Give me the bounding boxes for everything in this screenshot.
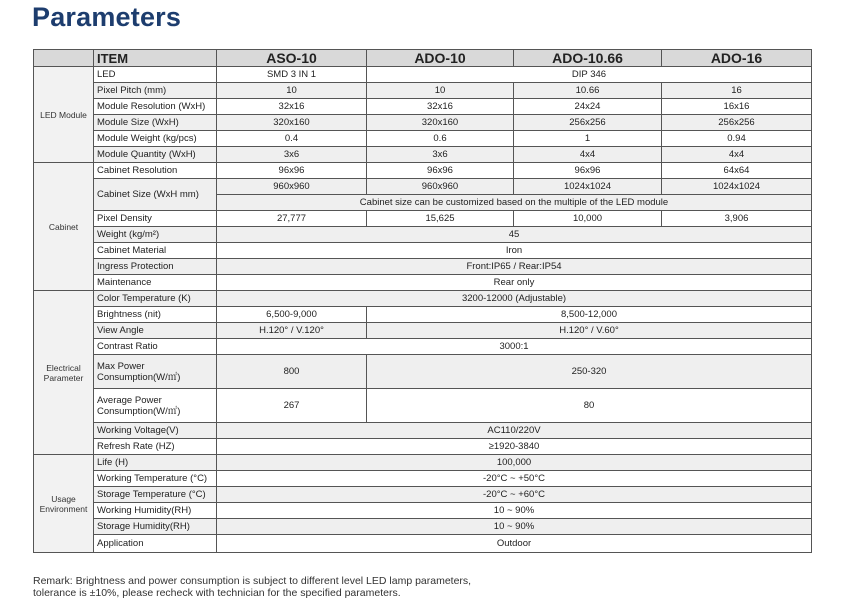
cell-value: 27,777 (217, 211, 367, 227)
cell-value: 3200-12000 (Adjustable) (217, 291, 812, 307)
table-row (34, 535, 812, 553)
cell-value: 32x16 (217, 99, 367, 115)
row-label: Cabinet Resolution (94, 163, 217, 179)
table-row (34, 471, 812, 487)
cell-value: 3x6 (367, 147, 514, 163)
cell-value: 45 (217, 227, 812, 243)
header-row (34, 50, 812, 67)
category-electrical: Electrical Parameter (34, 291, 94, 455)
cell-value: 320x160 (367, 115, 514, 131)
cell-value: 0.4 (217, 131, 367, 147)
row-label: Working Humidity(RH) (94, 503, 217, 519)
cell-value: 32x16 (367, 99, 514, 115)
row-label: Contrast Ratio (94, 339, 217, 355)
cell-value: 1024x1024 (514, 179, 662, 195)
cell-value: 0.94 (662, 131, 812, 147)
table-row (34, 339, 812, 355)
row-label: Pixel Density (94, 211, 217, 227)
row-label: Average Power Consumption(W/㎡) (94, 389, 217, 423)
cell-value: 267 (217, 389, 367, 423)
page-title: Parameters (32, 2, 182, 32)
header-model: ADO-10 (367, 50, 514, 67)
table-row (34, 259, 812, 275)
cell-value: -20°C ~ +60°C (217, 487, 812, 503)
row-label: Refresh Rate (HZ) (94, 439, 217, 455)
table-row (34, 455, 812, 471)
row-label: Working Voltage(V) (94, 423, 217, 439)
row-label: Storage Temperature (°C) (94, 487, 217, 503)
cell-value: Front:IP65 / Rear:IP54 (217, 259, 812, 275)
row-label: Color Temperature (K) (94, 291, 217, 307)
parameters-table (33, 49, 812, 553)
table-row (34, 99, 812, 115)
table-row (34, 291, 812, 307)
row-label: Working Temperature (°C) (94, 471, 217, 487)
cell-value: 80 (367, 389, 812, 423)
table-row (34, 147, 812, 163)
cell-value: ≥1920-3840 (217, 439, 812, 455)
table-row (34, 439, 812, 455)
row-label: Module Size (WxH) (94, 115, 217, 131)
header-model: ASO-10 (217, 50, 367, 67)
cell-value: 4x4 (514, 147, 662, 163)
cell-value: 10 ~ 90% (217, 503, 812, 519)
remark-note (33, 575, 471, 599)
cell-value: 800 (217, 355, 367, 389)
row-label: View Angle (94, 323, 217, 339)
table-row (34, 243, 812, 259)
row-label: Brightness (nit) (94, 307, 217, 323)
cell-value: SMD 3 IN 1 (217, 67, 367, 83)
table-row (34, 115, 812, 131)
row-label: Storage Humidity(RH) (94, 519, 217, 535)
cell-value: 16 (662, 83, 812, 99)
cabinet-size-note: Cabinet size can be customized based on the multiple of the LED module (217, 195, 812, 211)
table-row (34, 487, 812, 503)
header-corner (34, 50, 94, 67)
remark-line: tolerance is ±10%, please recheck with technician for the specified parameters. (33, 587, 401, 599)
row-label: Maintenance (94, 275, 217, 291)
table-row (34, 323, 812, 339)
cell-value: 10.66 (514, 83, 662, 99)
header-model: ADO-16 (662, 50, 812, 67)
cell-value: 64x64 (662, 163, 812, 179)
cell-value: Outdoor (217, 535, 812, 553)
cell-value: 6,500-9,000 (217, 307, 367, 323)
table-row (34, 275, 812, 291)
row-label: Weight (kg/m²) (94, 227, 217, 243)
cell-value: 96x96 (514, 163, 662, 179)
cell-value: 256x256 (514, 115, 662, 131)
table-row (34, 163, 812, 179)
remark-line: Remark: Brightness and power consumption is subject to different level LED lamp parameters, (33, 575, 472, 587)
row-label: LED (94, 67, 217, 83)
cell-value: Rear only (217, 275, 812, 291)
row-label: Application (94, 535, 217, 553)
row-label: Module Quantity (WxH) (94, 147, 217, 163)
row-label: Module Weight (kg/pcs) (94, 131, 217, 147)
header-item: ITEM (94, 50, 217, 67)
cell-value: 960x960 (367, 179, 514, 195)
cell-value: 16x16 (662, 99, 812, 115)
cell-value: 100,000 (217, 455, 812, 471)
cell-value: 1024x1024 (662, 179, 812, 195)
cell-value: 10 (367, 83, 514, 99)
row-label: Max Power Consumption(W/㎡) (94, 355, 217, 389)
row-label: Module Resolution (WxH) (94, 99, 217, 115)
cell-value: 4x4 (662, 147, 812, 163)
cell-value: -20°C ~ +50°C (217, 471, 812, 487)
table-row (34, 503, 812, 519)
table-row (34, 67, 812, 83)
cell-value: H.120° / V.60° (367, 323, 812, 339)
cell-value: 8,500-12,000 (367, 307, 812, 323)
row-label: Life (H) (94, 455, 217, 471)
cell-value: 96x96 (217, 163, 367, 179)
row-label: Pixel Pitch (mm) (94, 83, 217, 99)
cell-value: Iron (217, 243, 812, 259)
header-model: ADO-10.66 (514, 50, 662, 67)
table-row (34, 211, 812, 227)
table-row (34, 389, 812, 423)
cell-value: 15,625 (367, 211, 514, 227)
category-cabinet: Cabinet (34, 163, 94, 291)
cell-value: 3000:1 (217, 339, 812, 355)
cell-value: 960x960 (217, 179, 367, 195)
cell-value: 250-320 (367, 355, 812, 389)
table-row (34, 519, 812, 535)
cell-value: 3,906 (662, 211, 812, 227)
table-row (34, 83, 812, 99)
category-led-module: LED Module (34, 67, 94, 163)
table-row (34, 307, 812, 323)
cell-value: H.120° / V.120° (217, 323, 367, 339)
cell-value: 10 (217, 83, 367, 99)
cell-value: 256x256 (662, 115, 812, 131)
cell-value: DIP 346 (367, 67, 812, 83)
row-label: Cabinet Size (WxH mm) (94, 179, 217, 211)
category-usage: Usage Environment (34, 455, 94, 553)
row-label: Cabinet Material (94, 243, 217, 259)
cell-value: 10,000 (514, 211, 662, 227)
cell-value: 320x160 (217, 115, 367, 131)
table-row (34, 131, 812, 147)
row-label: Ingress Protection (94, 259, 217, 275)
cell-value: 0.6 (367, 131, 514, 147)
cell-value: 1 (514, 131, 662, 147)
cell-value: AC110/220V (217, 423, 812, 439)
cell-value: 24x24 (514, 99, 662, 115)
table-row (34, 355, 812, 389)
table-row (34, 423, 812, 439)
cell-value: 10 ~ 90% (217, 519, 812, 535)
table-row (34, 179, 812, 195)
cell-value: 96x96 (367, 163, 514, 179)
table-row (34, 227, 812, 243)
cell-value: 3x6 (217, 147, 367, 163)
